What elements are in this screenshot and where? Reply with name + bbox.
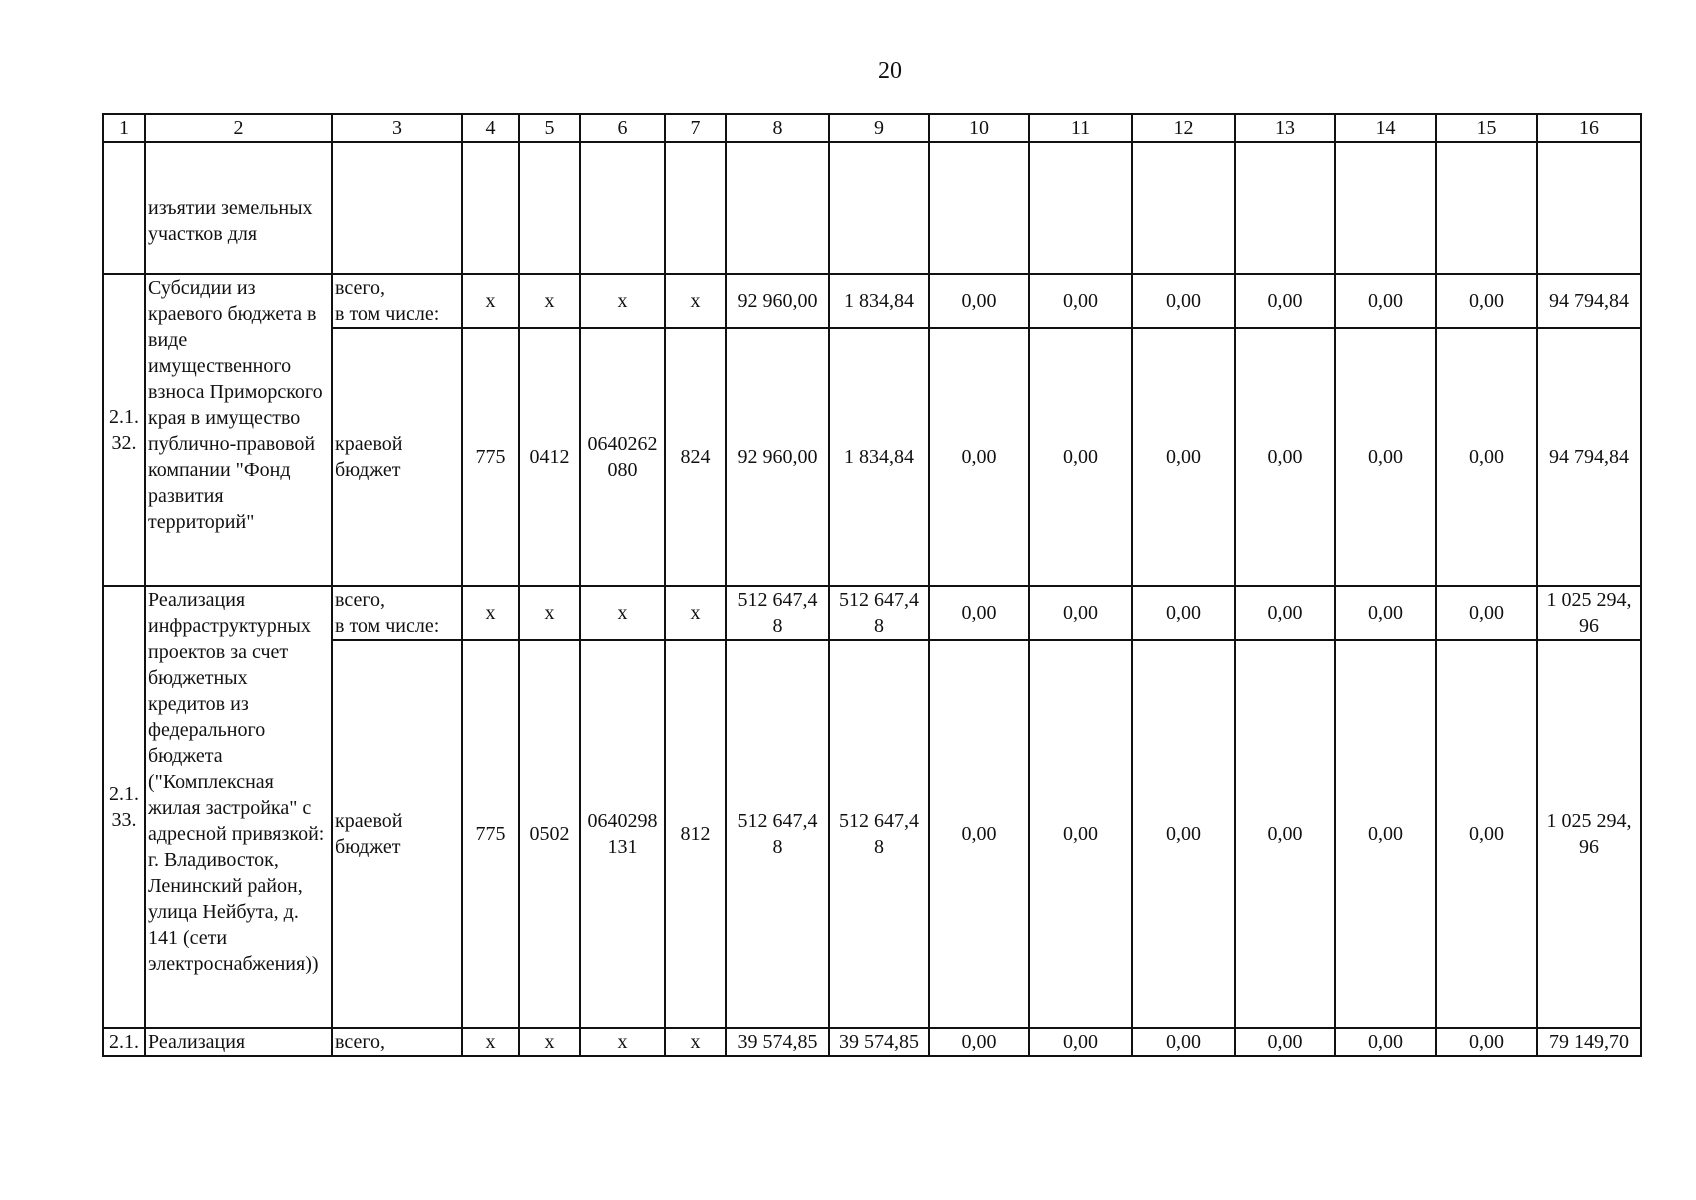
table-cell: 0,00 xyxy=(1132,274,1235,328)
table-cell: 0,00 xyxy=(1335,328,1436,586)
row-number: 2.1. 33. xyxy=(109,783,139,831)
table-cell: x xyxy=(462,274,519,328)
table-cell: 0,00 xyxy=(929,586,1029,640)
continuation-row xyxy=(103,142,1641,274)
table-cell: 512 647,4 8 xyxy=(829,640,929,1028)
column-header: 1 xyxy=(103,114,145,142)
row-number: 2.1. 32. xyxy=(109,406,139,454)
table-cell: 0,00 xyxy=(1132,1028,1235,1056)
column-header-row xyxy=(103,114,1641,142)
table-cell: 0,00 xyxy=(1029,640,1132,1028)
column-header: 15 xyxy=(1436,114,1537,142)
table-cell: x xyxy=(665,274,726,328)
funding-source: краевой бюджет xyxy=(332,640,462,1028)
item-name: Реализация xyxy=(145,1028,332,1056)
column-header: 13 xyxy=(1235,114,1335,142)
column-header: 14 xyxy=(1335,114,1436,142)
column-header: 16 xyxy=(1537,114,1641,142)
table-cell: 0502 xyxy=(519,640,580,1028)
item-name-cell xyxy=(145,586,332,1028)
item-name: изъятии земельных участков для xyxy=(148,197,313,245)
table-cell: 0,00 xyxy=(1029,328,1132,586)
item-name-cell xyxy=(145,274,332,586)
column-header: 8 xyxy=(726,114,829,142)
table-cell: 0,00 xyxy=(1335,1028,1436,1056)
table-row xyxy=(103,1028,1641,1056)
table-cell: 0,00 xyxy=(1235,586,1335,640)
table-cell: x xyxy=(519,1028,580,1056)
table-cell: 812 xyxy=(665,640,726,1028)
table-cell: 39 574,85 xyxy=(829,1028,929,1056)
table-cell: 0,00 xyxy=(1335,640,1436,1028)
table-cell: 512 647,4 8 xyxy=(726,640,829,1028)
table-cell: 79 149,70 xyxy=(1537,1028,1641,1056)
table-cell: 0640298 131 xyxy=(580,640,665,1028)
funding-source: всего, в том числе: xyxy=(332,586,462,640)
table-cell: 0,00 xyxy=(1235,328,1335,586)
table-cell: 775 xyxy=(462,328,519,586)
table-row xyxy=(103,328,1641,586)
table-cell: 0,00 xyxy=(1235,640,1335,1028)
table-cell: 0,00 xyxy=(1132,586,1235,640)
table-cell: 0,00 xyxy=(929,274,1029,328)
funding-source: всего, xyxy=(332,1028,462,1056)
item-name: Субсидии из краевого бюджета в виде имущественного взноса Приморского края в имущество публично-правовой компании "Фонд развития территорий" xyxy=(148,277,323,533)
column-header: 10 xyxy=(929,114,1029,142)
column-header: 9 xyxy=(829,114,929,142)
table-cell: 0,00 xyxy=(1335,586,1436,640)
table-cell: 0,00 xyxy=(1436,274,1537,328)
table-cell: 0,00 xyxy=(1029,1028,1132,1056)
funding-source: всего, в том числе: xyxy=(332,274,462,328)
table-cell: 1 834,84 xyxy=(829,328,929,586)
item-name-cell xyxy=(145,142,332,274)
table-cell: 0,00 xyxy=(929,1028,1029,1056)
table-cell: 0,00 xyxy=(1132,328,1235,586)
budget-table xyxy=(102,113,1642,1057)
table-cell: 1 025 294, 96 xyxy=(1537,586,1641,640)
table-row xyxy=(103,640,1641,1028)
table-cell: x xyxy=(580,1028,665,1056)
row-number-cell xyxy=(103,274,145,586)
table-cell: 94 794,84 xyxy=(1537,274,1641,328)
table-cell: 0,00 xyxy=(1029,586,1132,640)
row-number: 2.1. xyxy=(103,1028,145,1056)
column-header: 4 xyxy=(462,114,519,142)
column-header: 5 xyxy=(519,114,580,142)
table-cell: 1 834,84 xyxy=(829,274,929,328)
table-cell: 0,00 xyxy=(929,640,1029,1028)
table-cell: 824 xyxy=(665,328,726,586)
row-number-cell xyxy=(103,586,145,1028)
table-cell: x xyxy=(462,586,519,640)
table-cell: x xyxy=(665,1028,726,1056)
table-cell: x xyxy=(580,274,665,328)
table-cell: 0,00 xyxy=(1436,586,1537,640)
table-cell: 0,00 xyxy=(1132,640,1235,1028)
table-cell: 0,00 xyxy=(1029,274,1132,328)
column-header: 12 xyxy=(1132,114,1235,142)
item-name: Реализация инфраструктурных проектов за счет бюджетных кредитов из федерального бюджета ("Комплексная жилая застройка" с адресной привязкой: г. Владивосток, Ленинский район, улица Нейбута, д. 141 (сети электроснабжения)) xyxy=(148,589,325,975)
table-cell: x xyxy=(462,1028,519,1056)
table-cell: 0,00 xyxy=(1235,274,1335,328)
table-row xyxy=(103,586,1641,640)
table-cell: 512 647,4 8 xyxy=(726,586,829,640)
table-cell: 1 025 294, 96 xyxy=(1537,640,1641,1028)
table-cell: 0,00 xyxy=(1335,274,1436,328)
table-cell: 0,00 xyxy=(929,328,1029,586)
table-cell: 0,00 xyxy=(1436,1028,1537,1056)
table-cell: x xyxy=(665,586,726,640)
table-cell: 0640262 080 xyxy=(580,328,665,586)
table-cell: 512 647,4 8 xyxy=(829,586,929,640)
table-cell: 0,00 xyxy=(1436,640,1537,1028)
table-cell: x xyxy=(519,586,580,640)
table-cell: 39 574,85 xyxy=(726,1028,829,1056)
column-header: 2 xyxy=(145,114,332,142)
table-cell: 92 960,00 xyxy=(726,274,829,328)
page-number: 20 xyxy=(878,58,902,84)
column-header: 3 xyxy=(332,114,462,142)
table-cell: 0,00 xyxy=(1235,1028,1335,1056)
table-cell: 0,00 xyxy=(1436,328,1537,586)
funding-source: краевой бюджет xyxy=(332,328,462,586)
table-cell: 94 794,84 xyxy=(1537,328,1641,586)
column-header: 7 xyxy=(665,114,726,142)
column-header: 6 xyxy=(580,114,665,142)
column-header: 11 xyxy=(1029,114,1132,142)
table-cell: x xyxy=(519,274,580,328)
table-cell: 775 xyxy=(462,640,519,1028)
row-number-cell xyxy=(103,142,145,274)
table-cell: 92 960,00 xyxy=(726,328,829,586)
table-row xyxy=(103,274,1641,328)
table-cell: 0412 xyxy=(519,328,580,586)
table-cell: x xyxy=(580,586,665,640)
